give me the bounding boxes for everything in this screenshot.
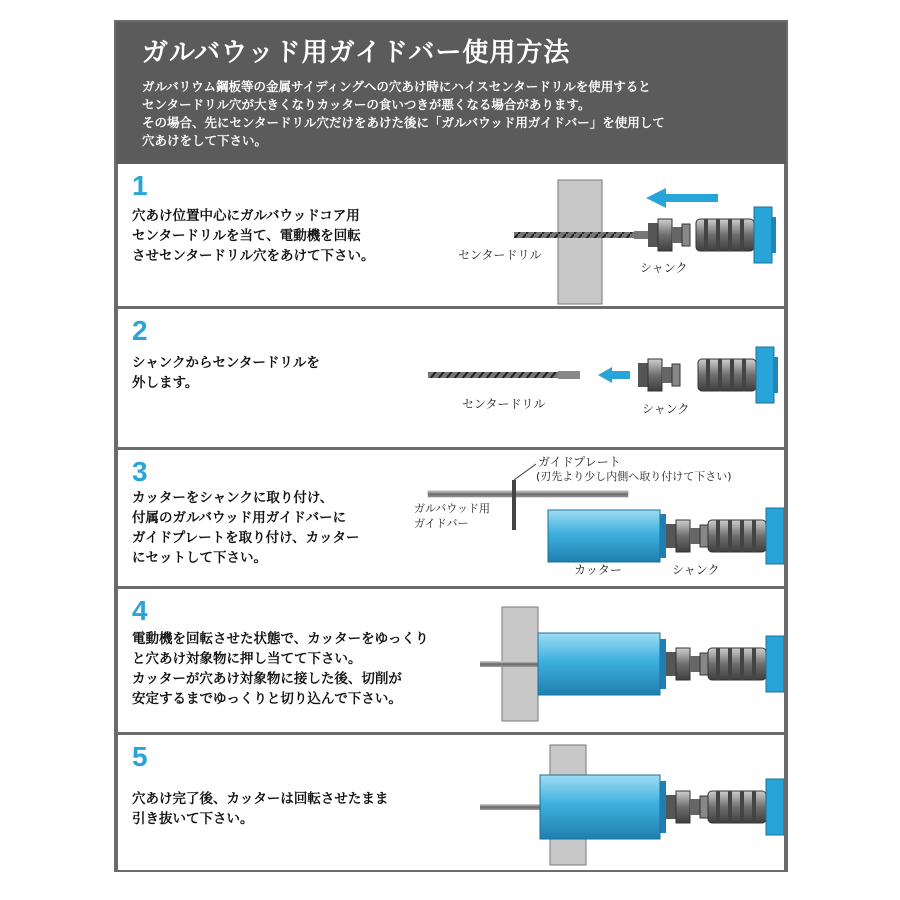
label-shank: シャンク bbox=[672, 563, 720, 577]
shank bbox=[666, 648, 708, 680]
cutter bbox=[540, 775, 660, 839]
drill-chuck bbox=[708, 508, 784, 564]
step-line: カッターをシャンクに取り付け、 bbox=[132, 490, 334, 506]
label-shank: シャンク bbox=[642, 402, 690, 416]
step-5 bbox=[118, 735, 784, 870]
arrow-left-icon bbox=[646, 188, 718, 208]
step-5-illustration bbox=[118, 735, 784, 870]
label-shank: シャンク bbox=[640, 261, 688, 275]
step-1-illustration bbox=[118, 164, 784, 306]
step-1 bbox=[118, 164, 784, 306]
step-number: 1 bbox=[132, 170, 148, 201]
arrow-left-icon bbox=[598, 367, 630, 383]
step-line: 電動機を回転させた状態で、カッターをゆっくり bbox=[132, 631, 429, 647]
page-title: ガルバウッド用ガイドバー使用方法 bbox=[142, 38, 571, 68]
guide-plate bbox=[512, 480, 516, 530]
step-line: と穴あけ対象物に押し当てて下さい。 bbox=[132, 651, 362, 667]
guide-bar bbox=[480, 804, 544, 810]
shank bbox=[648, 219, 690, 251]
step-line: 安定するまでゆっくりと切り込んで下さい。 bbox=[132, 691, 402, 707]
label-guide-plate-note: (刃先より少し内側へ取り付けて下さい) bbox=[536, 470, 732, 483]
cutter bbox=[538, 633, 660, 695]
label-center-drill: センタードリル bbox=[458, 248, 542, 262]
label-guide-bar: ガルバウッド用 bbox=[414, 502, 491, 515]
guide-bar bbox=[428, 491, 628, 497]
center-drill bbox=[428, 372, 558, 378]
step-line: 外します。 bbox=[132, 375, 199, 391]
drill-chuck bbox=[696, 207, 776, 263]
step-line: シャンクからセンタードリルを bbox=[132, 355, 320, 371]
step-number: 4 bbox=[132, 595, 148, 626]
step-number: 5 bbox=[132, 741, 148, 772]
step-3-illustration bbox=[118, 450, 784, 586]
drill-chuck bbox=[708, 779, 784, 835]
header bbox=[116, 22, 786, 164]
label-guide-bar: ガイドバー bbox=[414, 517, 469, 530]
step-2-illustration bbox=[118, 309, 784, 447]
step-line: させセンタードリル穴をあけて下さい。 bbox=[132, 248, 375, 264]
label-cutter: カッター bbox=[574, 563, 622, 577]
step-line: 付属のガルバウッド用ガイドバーに bbox=[132, 510, 347, 526]
intro-line: その場合、先にセンタードリル穴だけをあけた後に「ガルバウッド用ガイドバー」を使用して bbox=[142, 115, 665, 130]
intro-line: ガルバリウム鋼板等の金属サイディングへの穴あけ時にハイスセンタードリルを使用すると bbox=[142, 79, 651, 94]
step-line: 穴あけ位置中心にガルバウッドコア用 bbox=[132, 208, 360, 224]
shank bbox=[666, 791, 708, 823]
intro-text bbox=[142, 78, 665, 150]
step-4 bbox=[118, 589, 784, 732]
shank bbox=[666, 520, 708, 552]
shank bbox=[638, 359, 680, 391]
step-3 bbox=[118, 450, 784, 586]
center-drill bbox=[514, 232, 634, 238]
instruction-frame bbox=[114, 20, 788, 872]
guide-bar bbox=[480, 661, 544, 667]
step-number: 2 bbox=[132, 315, 148, 346]
step-line: センタードリルを当て、電動機を回転 bbox=[132, 228, 361, 244]
step-2 bbox=[118, 309, 784, 447]
drill-chuck bbox=[698, 347, 778, 403]
label-center-drill: センタードリル bbox=[462, 397, 546, 411]
step-line: ガイドプレートを取り付け、カッター bbox=[132, 530, 360, 546]
step-line: 穴あけ完了後、カッターは回転させたまま bbox=[132, 791, 389, 807]
step-line: にセットして下さい。 bbox=[132, 550, 267, 566]
drill-chuck bbox=[708, 636, 784, 692]
intro-line: 穴あけをして下さい。 bbox=[142, 133, 268, 148]
step-line: 引き抜いて下さい。 bbox=[132, 811, 254, 827]
intro-line: センタードリル穴が大きくなりカッターの食いつきが悪くなる場合があります。 bbox=[142, 97, 591, 112]
siding-board bbox=[558, 180, 602, 304]
step-4-illustration bbox=[118, 589, 784, 732]
step-number: 3 bbox=[132, 456, 148, 487]
cutter bbox=[548, 510, 660, 562]
label-guide-plate: ガイドプレート bbox=[538, 455, 621, 469]
step-line: カッターが穴あけ対象物に接した後、切削が bbox=[132, 671, 402, 687]
